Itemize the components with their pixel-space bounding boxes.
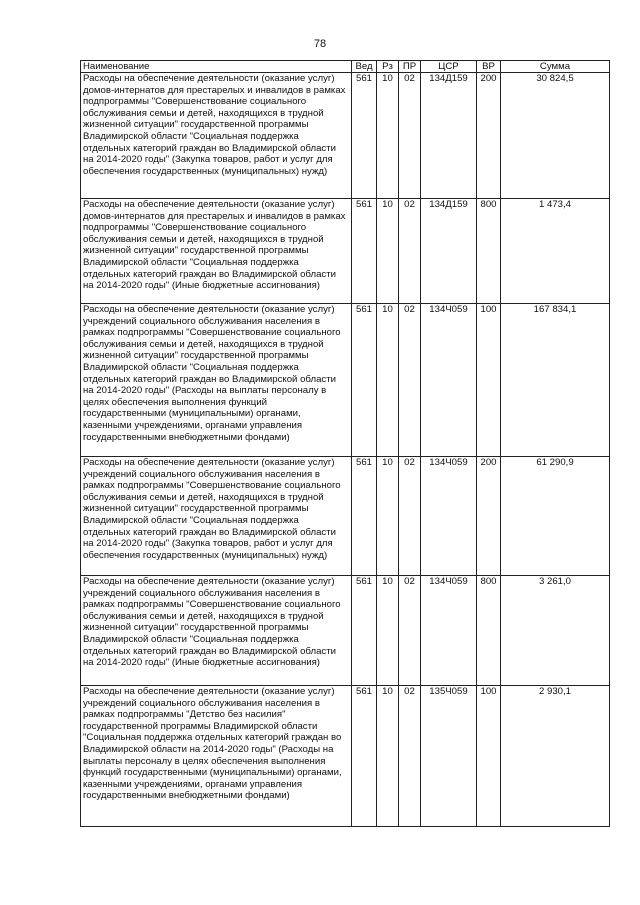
row-pr: 02 bbox=[399, 199, 421, 304]
header-row bbox=[81, 61, 610, 73]
row-csr: 134Д159 bbox=[421, 199, 477, 304]
row-csr: 134Д159 bbox=[421, 73, 477, 199]
row-sum: 167 834,1 bbox=[501, 304, 610, 457]
row-name: Расходы на обеспечение деятельности (оказание услуг) учреждений социального обслуживания населения в рамках подпрограммы "Детство без насилия" государственной программы Владимирской области "Социальная поддержка отдельных категорий граждан во Владимирской области на 2014-2020 годы" (Расходы на выплаты персоналу в целях обеспечения выполнения функций государственными (муниципальными) органами, казенными учреждениями, органами управления государственными внебюджетными фондами) bbox=[81, 686, 352, 827]
row-pr: 02 bbox=[399, 304, 421, 457]
table-row bbox=[81, 199, 610, 304]
row-ved: 561 bbox=[352, 686, 377, 827]
row-name: Расходы на обеспечение деятельности (оказание услуг) учреждений социального обслуживания населения в рамках подпрограммы "Совершенствование социального обслуживания семьи и детей, находящихся в трудной жизненной ситуации" государственной программы Владимирской области "Социальная поддержка отдельных категорий граждан во Владимирской области на 2014-2020 годы" (Иные бюджетные ассигнования) bbox=[81, 576, 352, 686]
table-row bbox=[81, 576, 610, 686]
row-rz: 10 bbox=[377, 457, 399, 576]
row-sum: 3 261,0 bbox=[501, 576, 610, 686]
row-csr: 134Ч059 bbox=[421, 304, 477, 457]
row-pr: 02 bbox=[399, 73, 421, 199]
row-name: Расходы на обеспечение деятельности (оказание услуг) учреждений социального обслуживания населения в рамках подпрограммы "Совершенствование социального обслуживания семьи и детей, находящихся в трудной жизненной ситуации" государственной программы Владимирской области "Социальная поддержка отдельных категорий граждан во Владимирской области на 2014-2020 годы" (Закупка товаров, работ и услуг для обеспечения государственных (муниципальных) нужд) bbox=[81, 457, 352, 576]
row-sum: 1 473,4 bbox=[501, 199, 610, 304]
row-csr: 134Ч059 bbox=[421, 457, 477, 576]
row-vr: 200 bbox=[477, 73, 501, 199]
row-csr: 134Ч059 bbox=[421, 576, 477, 686]
row-vr: 100 bbox=[477, 304, 501, 457]
row-rz: 10 bbox=[377, 686, 399, 827]
row-csr: 135Ч059 bbox=[421, 686, 477, 827]
table-row bbox=[81, 457, 610, 576]
row-vr: 800 bbox=[477, 199, 501, 304]
row-rz: 10 bbox=[377, 304, 399, 457]
row-vr: 800 bbox=[477, 576, 501, 686]
header-csr: ЦСР bbox=[421, 61, 477, 73]
row-sum: 2 930,1 bbox=[501, 686, 610, 827]
budget-table bbox=[80, 60, 610, 827]
header-vr: ВР bbox=[477, 61, 501, 73]
row-ved: 561 bbox=[352, 73, 377, 199]
row-sum: 61 290,9 bbox=[501, 457, 610, 576]
row-name: Расходы на обеспечение деятельности (оказание услуг) домов-интернатов для престарелых и инвалидов в рамках подпрограммы "Совершенствование социального обслуживания семьи и детей, находящихся в трудной жизненной ситуации" государственной программы Владимирской области "Социальная поддержка отдельных категорий граждан во Владимирской области на 2014-2020 годы" (Закупка товаров, работ и услуг для обеспечения государственных (муниципальных) нужд) bbox=[81, 73, 352, 199]
header-name: Наименование bbox=[81, 61, 352, 73]
row-rz: 10 bbox=[377, 576, 399, 686]
header-ved: Вед bbox=[352, 61, 377, 73]
row-pr: 02 bbox=[399, 576, 421, 686]
row-sum: 30 824,5 bbox=[501, 73, 610, 199]
row-name: Расходы на обеспечение деятельности (оказание услуг) домов-интернатов для престарелых и инвалидов в рамках подпрограммы "Совершенствование социального обслуживания семьи и детей, находящихся в трудной жизненной ситуации" государственной программы Владимирской области "Социальная поддержка отдельных категорий граждан во Владимирской области на 2014-2020 годы" (Иные бюджетные ассигнования) bbox=[81, 199, 352, 304]
row-ved: 561 bbox=[352, 304, 377, 457]
page-number: 78 bbox=[313, 38, 327, 50]
row-rz: 10 bbox=[377, 199, 399, 304]
row-ved: 561 bbox=[352, 199, 377, 304]
table-row bbox=[81, 73, 610, 199]
row-pr: 02 bbox=[399, 457, 421, 576]
row-ved: 561 bbox=[352, 457, 377, 576]
header-pr: ПР bbox=[399, 61, 421, 73]
row-ved: 561 bbox=[352, 576, 377, 686]
header-rz: Рз bbox=[377, 61, 399, 73]
header-sum: Сумма bbox=[501, 61, 610, 73]
table-row bbox=[81, 304, 610, 457]
table-row bbox=[81, 686, 610, 827]
row-pr: 02 bbox=[399, 686, 421, 827]
row-vr: 200 bbox=[477, 457, 501, 576]
row-rz: 10 bbox=[377, 73, 399, 199]
row-name: Расходы на обеспечение деятельности (оказание услуг) учреждений социального обслуживания населения в рамках подпрограммы "Совершенствование социального обслуживания семьи и детей, находящихся в трудной жизненной ситуации" государственной программы Владимирской области "Социальная поддержка отдельных категорий граждан во Владимирской области на 2014-2020 годы" (Расходы на выплаты персоналу в целях обеспечения выполнения функций государственными (муниципальными) органами, казенными учреждениями, органами управления государственными внебюджетными фондами) bbox=[81, 304, 352, 457]
row-vr: 100 bbox=[477, 686, 501, 827]
